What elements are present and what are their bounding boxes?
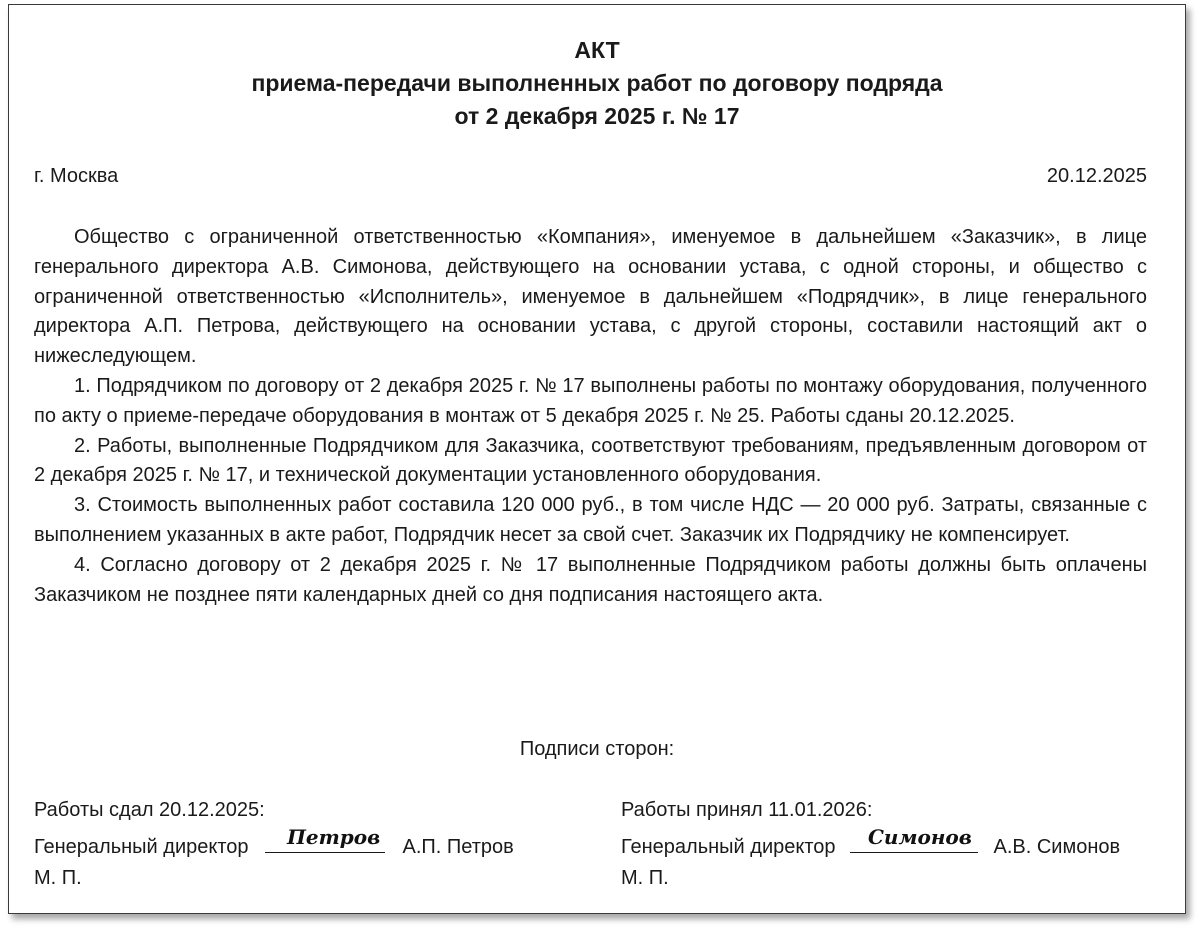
document-page: [8, 4, 1186, 914]
handed-over-label: Работы сдал 20.12.2025:: [34, 799, 265, 821]
paragraph-3: 3. Стоимость выполненных работ составила 120 000 руб., в том числе НДС — 20 000 руб. Затраты, связанные с выполнением указанных в акте работ, Подрядчик несет за свой счет. Заказчик их Подрядчику не компенсирует.: [34, 494, 1147, 546]
title-line-1: АКТ: [574, 37, 620, 63]
customer-sign-line: [621, 826, 1120, 863]
paragraph-preamble: Общество с ограниченной ответственностью «Компания», именуемое в дальнейшем «Заказчик», в лице генерального директора А.В. Симонова, действующего на основании устава, с одной стороны, и общество с ограниченной ответственностью «Исполнитель», именуемое в дальнейшем «Подрядчик», в лице генерального директора А.П. Петрова, действующего на основании устава, с другой стороны, составили настоящий акт о нижеследующем.: [34, 226, 1147, 368]
contractor-signature-block: [34, 795, 514, 894]
contractor-sign-line: [34, 826, 514, 863]
document-body: [34, 223, 1147, 610]
contractor-position: Генеральный директор: [34, 836, 249, 858]
document-title: [9, 34, 1185, 133]
city: г. Москва: [34, 165, 119, 187]
signature-simonov-icon: [850, 820, 978, 850]
customer-signature-block: [621, 795, 1120, 894]
title-line-3: от 2 декабря 2025 г. № 17: [454, 103, 740, 129]
paragraph-2: 2. Работы, выполненные Подрядчиком для Заказчика, соответствуют требованиям, предъявленным договором от 2 декабря 2025 г. № 17, и технической документации установленного оборудования.: [34, 434, 1147, 487]
contractor-name: А.П. Петров: [402, 836, 514, 858]
contractor-stamp: М. П.: [34, 867, 82, 889]
svg-text:Симонов: Симонов: [867, 825, 972, 849]
customer-stamp: М. П.: [621, 867, 669, 889]
customer-position: Генеральный директор: [621, 836, 836, 858]
signatures-header: Подписи сторон:: [519, 738, 675, 760]
place-date-row: [34, 162, 1147, 190]
paragraph-1: 1. Подрядчиком по договору от 2 декабря 2025 г. № 17 выполнены работы по монтажу оборудования, полученного по акту о приеме-передаче оборудования в монтаж от 5 декабря 2025 г. № 25. Работы сданы 20.12.2025.: [34, 374, 1147, 427]
signature-petrov-icon: [265, 820, 385, 850]
svg-text:Петров: Петров: [286, 825, 380, 849]
paragraph-4: 4. Согласно договору от 2 декабря 2025 г. № 17 выполненные Подрядчиком работы должны быть оплачены Заказчиком не позднее пяти календарных дней со дня подписания настоящего акта.: [34, 553, 1147, 606]
document-date: 20.12.2025: [1046, 165, 1147, 187]
contractor-signature: [265, 826, 385, 853]
title-line-2: приема-передачи выполненных работ по договору подряда: [251, 70, 943, 96]
customer-signature: [850, 826, 978, 853]
customer-name: А.В. Симонов: [993, 836, 1121, 858]
accepted-label: Работы принял 11.01.2026:: [621, 799, 873, 821]
